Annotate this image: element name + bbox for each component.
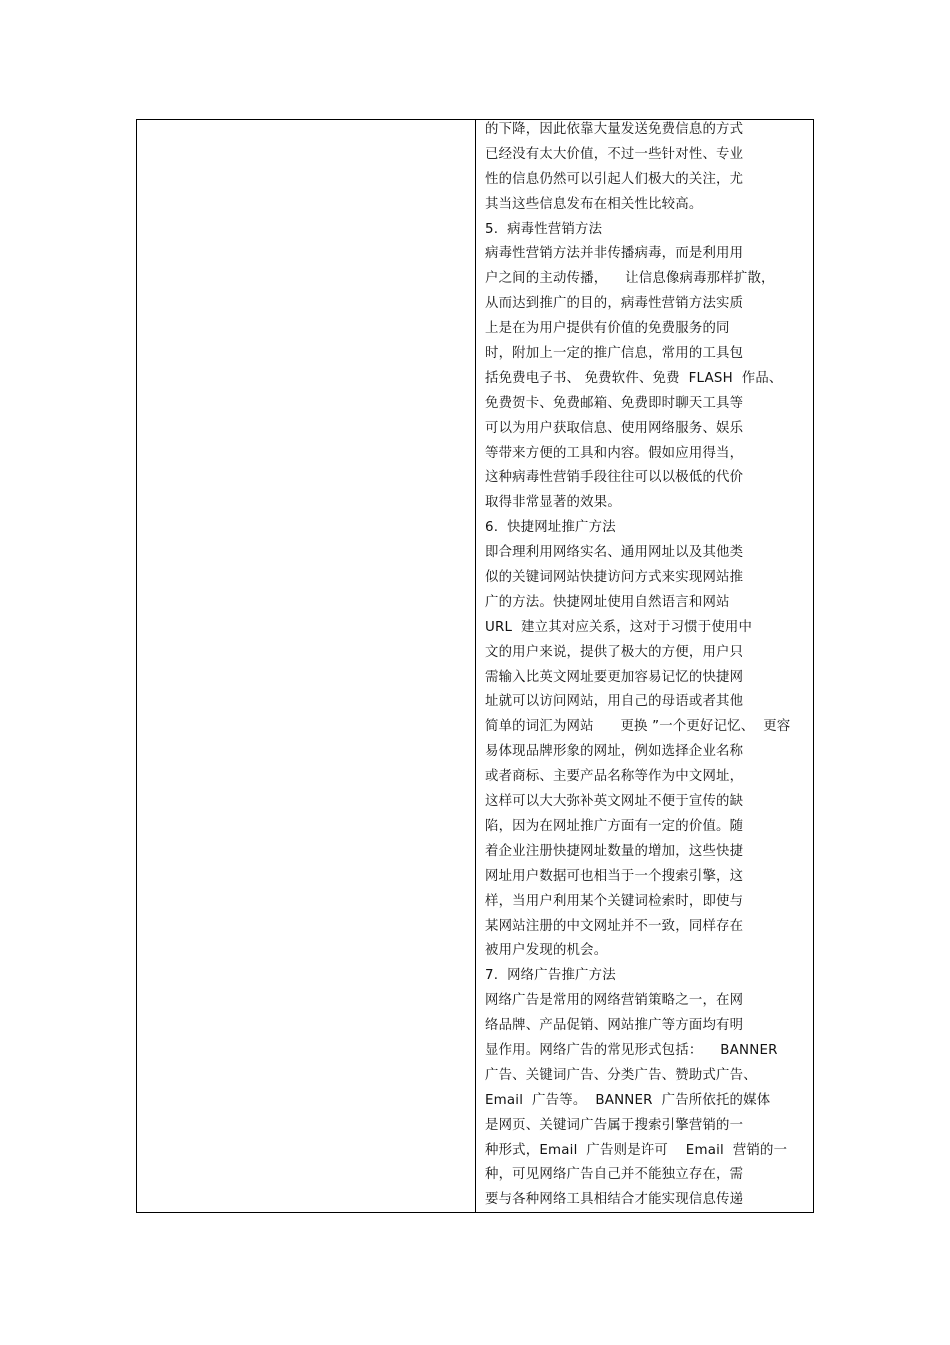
text-line: 是网页、关键词广告属于搜索引擎营销的一 [485, 1117, 744, 1133]
content-table [136, 119, 814, 1213]
section-heading: 5. 病毒性营销方法 [485, 221, 603, 237]
text-line: 被用户发现的机会。 [485, 943, 608, 959]
text-line: 种形式，Email 广告则是许可 Email 营销的一 [485, 1142, 788, 1158]
text-line: 时，附加上一定的推广信息，常用的工具包 [485, 346, 744, 362]
section-heading: 6. 快捷网址推广方法 [485, 520, 616, 536]
text-line: 似的关键词网站快捷访问方式来实现网站推 [485, 570, 744, 586]
text-line: 种，可见网络广告自己并不能独立存在，需 [485, 1167, 744, 1183]
text-line: 病毒性营销方法并非传播病毒，而是利用用 [485, 246, 744, 262]
text-line: 显作用。网络广告的常见形式包括： BANNER [485, 1042, 778, 1058]
text-line: 上是在为用户提供有价值的免费服务的同 [485, 321, 730, 337]
text-line: 广告、关键词广告、分类广告、赞助式广告、 [485, 1067, 757, 1083]
text-line: 络品牌、产品促销、网站推广等方面均有明 [485, 1018, 744, 1034]
text-line: 的下降，因此依靠大量发送免费信息的方式 [485, 122, 744, 137]
text-line: 易体现品牌形象的网址，例如选择企业名称 [485, 744, 744, 760]
text-line: URL 建立其对应关系，这对于习惯于使用中 [485, 619, 753, 635]
text-line: 括免费电子书、 免费软件、免费 FLASH 作品、 [485, 370, 783, 386]
text-line: 陷，因为在网址推广方面有一定的价值。随 [485, 818, 744, 834]
text-line: 已经没有太大价值，不过一些针对性、专业 [485, 146, 744, 162]
text-lines [485, 120, 790, 1212]
section-heading: 7. 网络广告推广方法 [485, 968, 616, 984]
text-line: 这种病毒性营销手段往往可以以极低的代价 [485, 470, 744, 486]
text-line: 简单的词汇为网站 更换 ”一个更好记忆、 更容 [485, 719, 791, 735]
text-line: 其当这些信息发布在相关性比较高。 [485, 196, 703, 212]
text-line: 免费贺卡、免费邮箱、免费即时聊天工具等 [485, 395, 744, 411]
table-left-column [137, 120, 476, 1212]
text-line: 户之间的主动传播， 让信息像病毒那样扩散， [485, 271, 775, 287]
text-line: 网络广告是常用的网络营销策略之一，在网 [485, 993, 744, 1009]
text-line: 址就可以访问网站，用自己的母语或者其他 [485, 694, 744, 710]
text-line: 可以为用户获取信息、使用网络服务、娱乐 [485, 420, 744, 436]
text-line: 或者商标、主要产品名称等作为中文网址， [485, 769, 744, 785]
text-line: 这样可以大大弥补英文网址不便于宣传的缺 [485, 794, 744, 810]
text-line: 性的信息仍然可以引起人们极大的关注，尤 [485, 171, 744, 187]
text-line: 网址用户数据可也相当于一个搜索引擎，这 [485, 868, 744, 884]
text-line: 广的方法。快捷网址使用自然语言和网站 [485, 594, 730, 610]
text-line: Email 广告等。 BANNER 广告所依托的媒体 [485, 1092, 771, 1108]
table-right-column [476, 120, 813, 1212]
text-line: 取得非常显著的效果。 [485, 495, 621, 511]
text-line: 等带来方便的工具和内容。假如应用得当， [485, 445, 744, 461]
text-line: 需输入比英文网址要更加容易记忆的快捷网 [485, 669, 744, 685]
text-line: 样，当用户利用某个关键词检索时，即使与 [485, 893, 744, 909]
text-line: 即合理利用网络实名、通用网址以及其他类 [485, 545, 744, 561]
text-line: 要与各种网络工具相结合才能实现信息传递 [485, 1192, 744, 1208]
text-line: 从而达到推广的目的，病毒性营销方法实质 [485, 296, 744, 312]
text-line: 某网站注册的中文网址并不一致，同样存在 [485, 918, 744, 934]
text-line: 文的用户来说，提供了极大的方便，用户只 [485, 644, 744, 660]
text-line: 着企业注册快捷网址数量的增加，这些快捷 [485, 843, 744, 859]
